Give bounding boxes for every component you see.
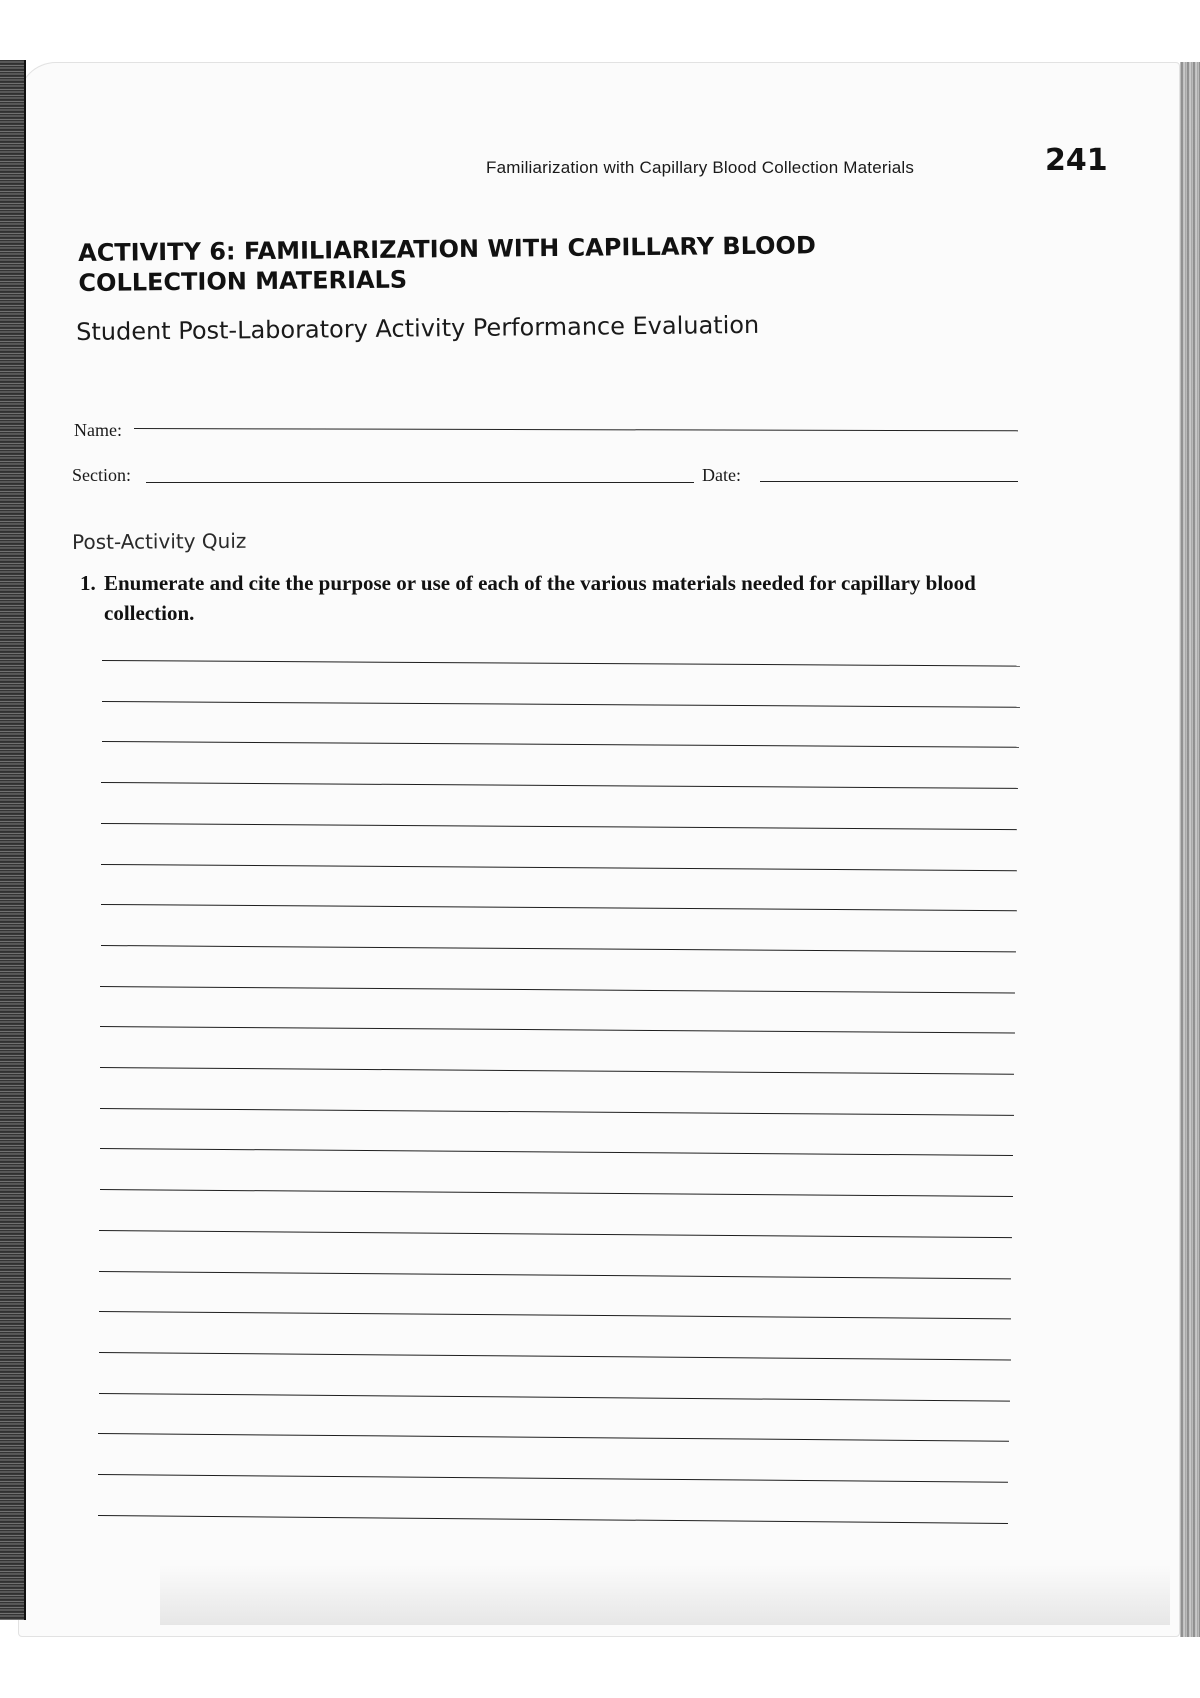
section-blank-line[interactable] (146, 482, 694, 483)
page-shadow (160, 1565, 1170, 1625)
date-field (702, 465, 741, 486)
date-blank-line[interactable] (760, 481, 1018, 482)
book-binding-edge (0, 60, 26, 1620)
activity-title: ACTIVITY 6: FAMILIARIZATION WITH CAPILLARY BLOOD COLLECTION MATERIALS (78, 231, 816, 297)
section-field (72, 465, 131, 486)
quiz-heading: Post-Activity Quiz (72, 528, 247, 554)
name-label: Name: (74, 420, 122, 440)
question-1 (80, 568, 1020, 628)
page-stack-edge (1180, 62, 1200, 1637)
section-label: Section: (72, 465, 131, 485)
question-text: Enumerate and cite the purpose or use of each of the various materials needed for capillary blood collection. (104, 571, 976, 625)
running-head-title: Familiarization with Capillary Blood Collection Materials (486, 158, 915, 177)
activity-subtitle: Student Post-Laboratory Activity Performance Evaluation (76, 310, 760, 346)
question-number: 1. (80, 571, 96, 595)
name-field (74, 420, 122, 441)
page-number: 241 (1045, 143, 1108, 178)
date-label: Date: (702, 465, 741, 485)
